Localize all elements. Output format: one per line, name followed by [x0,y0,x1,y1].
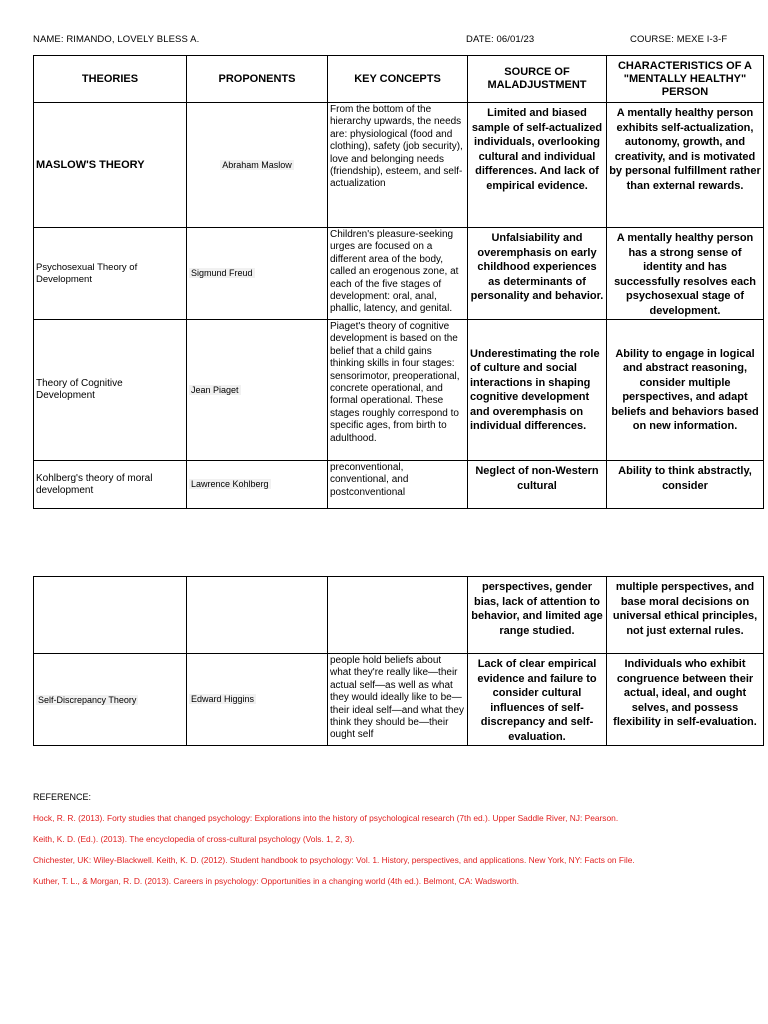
theories-table-continued [33,576,764,746]
proponent-cell [187,103,328,228]
table-row [34,320,764,461]
proponent-name: Edward Higgins [191,694,255,704]
key-concepts-cell: people hold beliefs about what they're really like—their actual self—as well as what they would ideally like to be—their ideal self—and what they think they should be—their ought self [328,654,468,746]
source-cell: Limited and biased sample of self-actualized individuals, overlooking cultural and individual differences. And lack of empirical evidence. [468,103,607,228]
key-concepts-cell: Piaget's theory of cognitive development is based on the belief that a child gains thinking skills in four stages: sensorimotor, preoperational, concrete operational, and formal operational. These stages roughly correspond to specific ages, from birth to adulthood. [328,320,468,461]
header-source: SOURCE OF MALADJUSTMENT [468,56,607,103]
proponent-cell [187,228,328,320]
header-key-concepts: KEY CONCEPTS [328,56,468,103]
reference-item: Chichester, UK: Wiley-Blackwell. Keith, K. D. (2012). Student handbook to psychology: Vol. 1. History, perspectives, and applications. New York, NY: Facts on File. [33,855,635,865]
proponent-cell [187,577,328,654]
proponent-name: Abraham Maslow [222,159,292,170]
proponent-cell [187,654,328,746]
proponent-cell [187,461,328,509]
key-concepts-cell [328,577,468,654]
key-concepts-cell: Children's pleasure-seeking urges are focused on a different area of the body, called an erogenous zone, at each of the five stages of development: oral, anal, phallic, latency, and genital. [328,228,468,320]
reference-heading: REFERENCE: [33,792,92,802]
characteristics-cell: Ability to engage in logical and abstract reasoning, consider multiple perspectives, and adapt beliefs and behaviors based on new information. [607,320,764,461]
theory-cell [34,654,187,746]
reference-item: Hock, R. R. (2013). Forty studies that changed psychology: Explorations into the history of psychological research (7th ed.). Upper Saddle River, NJ: Pearson. [33,813,619,823]
characteristics-cell: multiple perspectives, and base moral decisions on universal ethical principles, not just external rules. [607,577,764,654]
proponent-name: Lawrence Kohlberg [191,479,269,489]
characteristics-cell: Individuals who exhibit congruence between their actual, ideal, and ought selves, and possess flexibility in self-evaluation. [607,654,764,746]
source-cell: Lack of clear empirical evidence and failure to consider cultural influences of self-discrepancy and self-evaluation. [468,654,607,746]
proponent-name: Jean Piaget [191,384,239,395]
theories-table [33,55,764,509]
header-theories: THEORIES [34,56,187,103]
course: COURSE: MEXE I-3-F [630,34,728,45]
table-row [34,103,764,228]
theory-cell: Theory of Cognitive Development [34,320,187,461]
table-header-row [34,56,764,103]
header-characteristics: CHARACTERISTICS OF A "MENTALLY HEALTHY" PERSON [607,56,764,103]
source-cell: perspectives, gender bias, lack of attention to behavior, and limited age range studied. [468,577,607,654]
header-proponents: PROPONENTS [187,56,328,103]
source-cell: Underestimating the role of culture and social interactions in shaping cognitive development and overemphasis on individual differences. [468,320,607,461]
source-cell: Unfalsiability and overemphasis on early childhood experiences as determinants of personality and behavior. [468,228,607,320]
theory-cell: Kohlberg's theory of moral development [34,461,187,509]
student-name: NAME: RIMANDO, LOVELY BLESS A. [33,34,200,45]
proponent-name: Sigmund Freud [191,268,253,278]
table-row [34,654,764,746]
table-row [34,577,764,654]
characteristics-cell: Ability to think abstractly, consider [607,461,764,509]
source-cell: Neglect of non-Western cultural [468,461,607,509]
characteristics-cell: A mentally healthy person has a strong sense of identity and has successfully resolves each psychosexual stage of development. [607,228,764,320]
key-concepts-cell: preconventional, conventional, and postconventional [328,461,468,509]
theory-cell: MASLOW'S THEORY [34,103,187,228]
theory-cell: Psychosexual Theory of Development [34,228,187,320]
table-row [34,461,764,509]
date: DATE: 06/01/23 [466,34,535,45]
table-row [34,228,764,320]
reference-item: Keith, K. D. (Ed.). (2013). The encyclopedia of cross-cultural psychology (Vols. 1, 2, 3). [33,834,355,844]
theory-name: Self-Discrepancy Theory [38,694,137,705]
characteristics-cell: A mentally healthy person exhibits self-actualization, autonomy, growth, and creativity, and is motivated by personal fulfillment rather than external rewards. [607,103,764,228]
reference-item: Kuther, T. L., & Morgan, R. D. (2013). Careers in psychology: Opportunities in a changing world (4th ed.). Belmont, CA: Wadsworth. [33,876,519,886]
proponent-cell [187,320,328,461]
key-concepts-cell: From the bottom of the hierarchy upwards, the needs are: physiological (food and clothing), safety (job security), love and belonging needs (friendship), esteem, and self-actualization [328,103,468,228]
theory-cell [34,577,187,654]
